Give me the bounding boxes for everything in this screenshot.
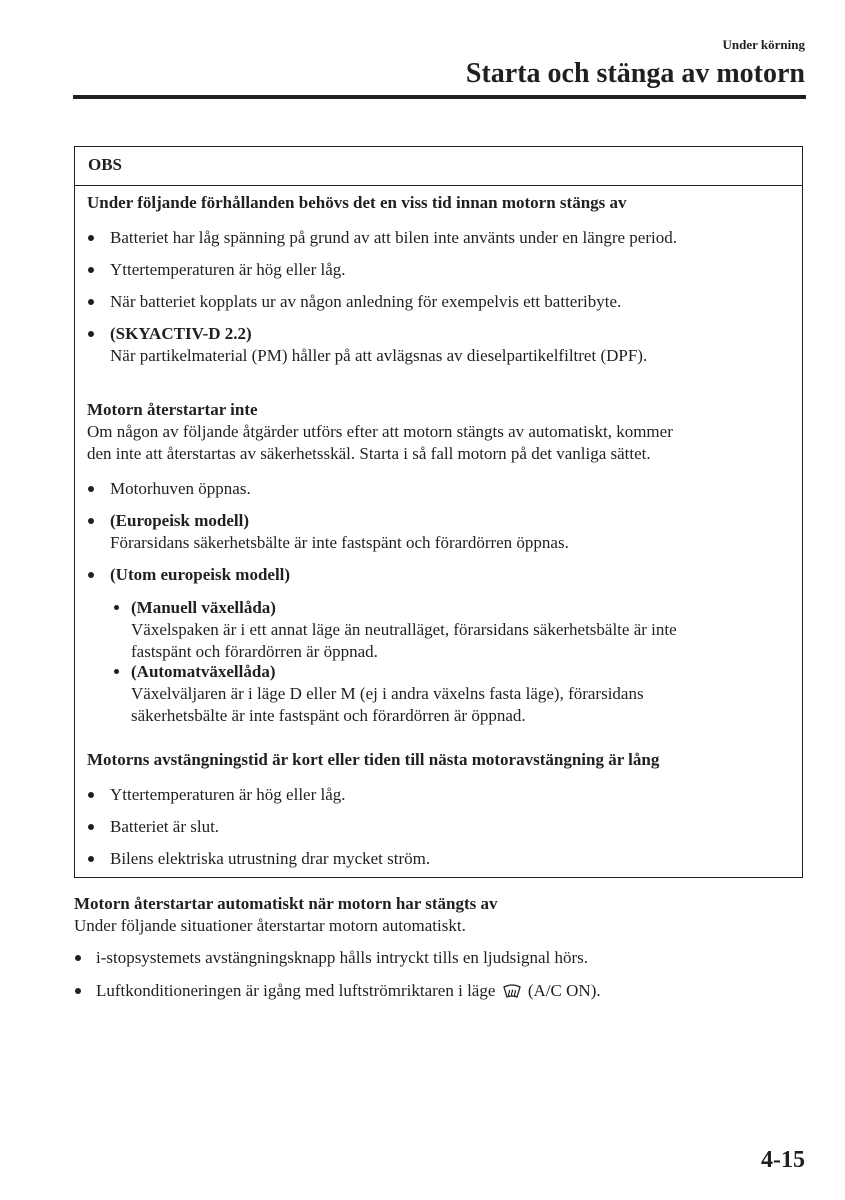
list-item-text: Luftkonditioneringen är igång med luftströmriktaren i läge: [96, 981, 496, 1000]
bullet-icon: [88, 572, 94, 578]
list-item-heading: (SKYACTIV-D 2.2): [110, 324, 252, 343]
paragraph-line: Om någon av följande åtgärder utförs efter att motorn stängts av automatiskt, kommer: [87, 422, 673, 441]
list-item: i-stopsystemets avstängningsknapp hålls intryckt tills en ljudsignal hörs.: [96, 948, 589, 967]
bullet-icon: [88, 824, 94, 830]
list-item-heading: (Europeisk modell): [110, 511, 250, 530]
sub-item-line: Växelväljaren är i läge D eller M (ej i andra växelns fasta läge), förarsidans: [131, 684, 644, 703]
title-rule: [73, 95, 806, 99]
section-label: Under körning: [722, 37, 805, 52]
list-item-heading: (Utom europeisk modell): [110, 565, 291, 584]
section-heading-auto-restart: Motorn återstartar automatiskt när motorn har stängts av: [74, 894, 498, 913]
list-item-text: Förarsidans säkerhetsbälte är inte fastspänt och förardörren öppnas.: [110, 533, 569, 552]
bullet-icon: [88, 267, 94, 273]
bullet-icon: [88, 486, 94, 492]
list-item-text: När partikelmaterial (PM) håller på att avlägsnas av dieselpartikelfiltret (DPF).: [110, 346, 648, 365]
bullet-icon: [88, 235, 94, 241]
bullet-icon: [88, 856, 94, 862]
paragraph-line: den inte att återstartas av säkerhetsskäl. Starta i så fall motorn på det vanliga sättet.: [87, 444, 651, 463]
windshield-defroster-icon: [502, 983, 522, 999]
list-item: Batteriet har låg spänning på grund av att bilen inte använts under en längre period.: [110, 228, 677, 247]
list-item: Bilens elektriska utrustning drar mycket ström.: [110, 849, 431, 868]
bullet-icon: [75, 988, 81, 994]
obs-heading-no-restart: Motorn återstartar inte: [87, 400, 258, 419]
bullet-icon: [114, 605, 119, 610]
page-title: Starta och stänga av motorn: [465, 58, 805, 89]
bullet-icon: [88, 792, 94, 798]
obs-heading-short-shutdown: Motorns avstängningstid är kort eller tiden till nästa motoravstängning är lång: [87, 750, 660, 769]
bullet-icon: [88, 299, 94, 305]
list-item: Yttertemperaturen är hög eller låg.: [110, 785, 346, 804]
obs-heading-shutdown-delay: Under följande förhållanden behövs det en viss tid innan motorn stängs av: [87, 193, 627, 212]
list-item-text: (A/C ON).: [527, 981, 601, 1000]
list-item: När batteriet kopplats ur av någon anledning för exempelvis ett batteribyte.: [110, 292, 622, 311]
bullet-icon: [88, 518, 94, 524]
paragraph-line: Under följande situationer återstartar motorn automatiskt.: [74, 916, 466, 935]
sub-item-line: fastspänt och förardörren är öppnad.: [131, 642, 378, 661]
bullet-icon: [88, 331, 94, 337]
sub-item-heading: (Manuell växellåda): [131, 598, 276, 617]
list-item: Yttertemperaturen är hög eller låg.: [110, 260, 346, 279]
bullet-icon: [75, 955, 81, 961]
list-item: Batteriet är slut.: [110, 817, 220, 836]
sub-item-line: Växelspaken är i ett annat läge än neutralläget, förarsidans säkerhetsbälte är inte: [131, 620, 677, 639]
page-number: 4-15: [761, 1147, 805, 1173]
bullet-icon: [114, 669, 119, 674]
list-item: Motorhuven öppnas.: [110, 479, 251, 498]
list-item: [96, 980, 601, 1002]
sub-item-line: säkerhetsbälte är inte fastspänt och förardörren är öppnad.: [131, 706, 526, 725]
obs-label: OBS: [75, 147, 802, 186]
sub-item-heading: (Automatväxellåda): [131, 662, 276, 681]
